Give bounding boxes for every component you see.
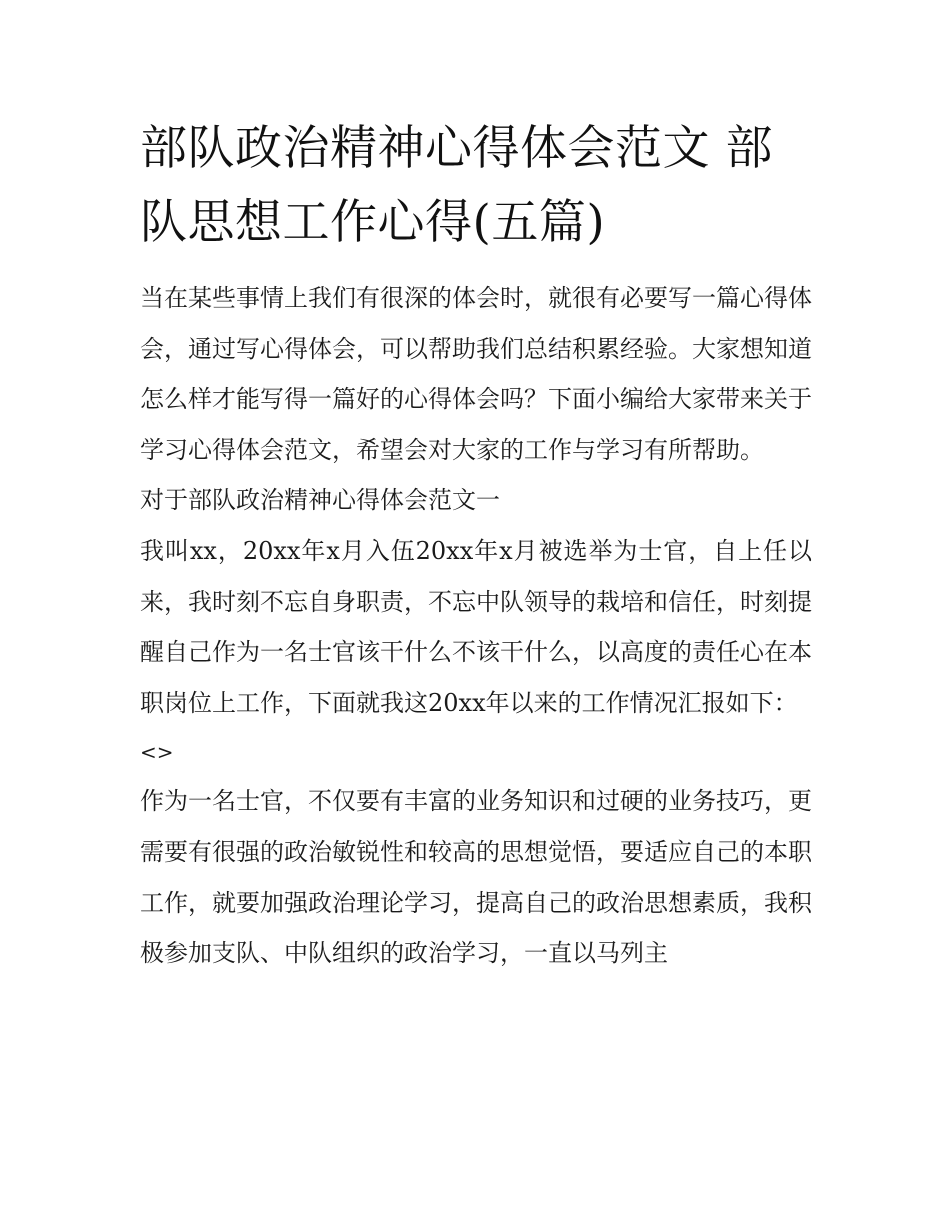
body-paragraph-2: 作为一名士官，不仅要有丰富的业务知识和过硬的业务技巧，更需要有很强的政治敏锐性和较高的思想觉悟，要适应自己的本职工作，就要加强政治理论学习，提高自己的政治思想素质，我积极参加支队、中队组织的政治学习，一直以马列主	[140, 787, 812, 968]
document-title: 部队政治精神心得体会范文 部队思想工作心得(五篇)	[140, 121, 773, 250]
document-body	[140, 273, 812, 979]
body-paragraph-1: 我叫xx，20xx年x月入伍20xx年x月被选举为士官，自上任以来，我时刻不忘自身职责，不忘中队领导的栽培和信任，时刻提醒自己作为一名士官该干什么不该干什么，以高度的责任心在本职岗位上工作，下面就我这20xx年以来的工作情况汇报如下：	[140, 536, 812, 717]
placeholder-marker: <>	[140, 740, 174, 765]
document-page	[140, 112, 812, 979]
intro-paragraph: 当在某些事情上我们有很深的体会时，就很有必要写一篇心得体会，通过写心得体会，可以帮助我们总结积累经验。大家想知道怎么样才能写得一篇好的心得体会吗？下面小编给大家带来关于学习心得体会范文，希望会对大家的工作与学习有所帮助。	[140, 284, 812, 464]
section-heading: 对于部队政治精神心得体会范文一	[140, 486, 500, 515]
